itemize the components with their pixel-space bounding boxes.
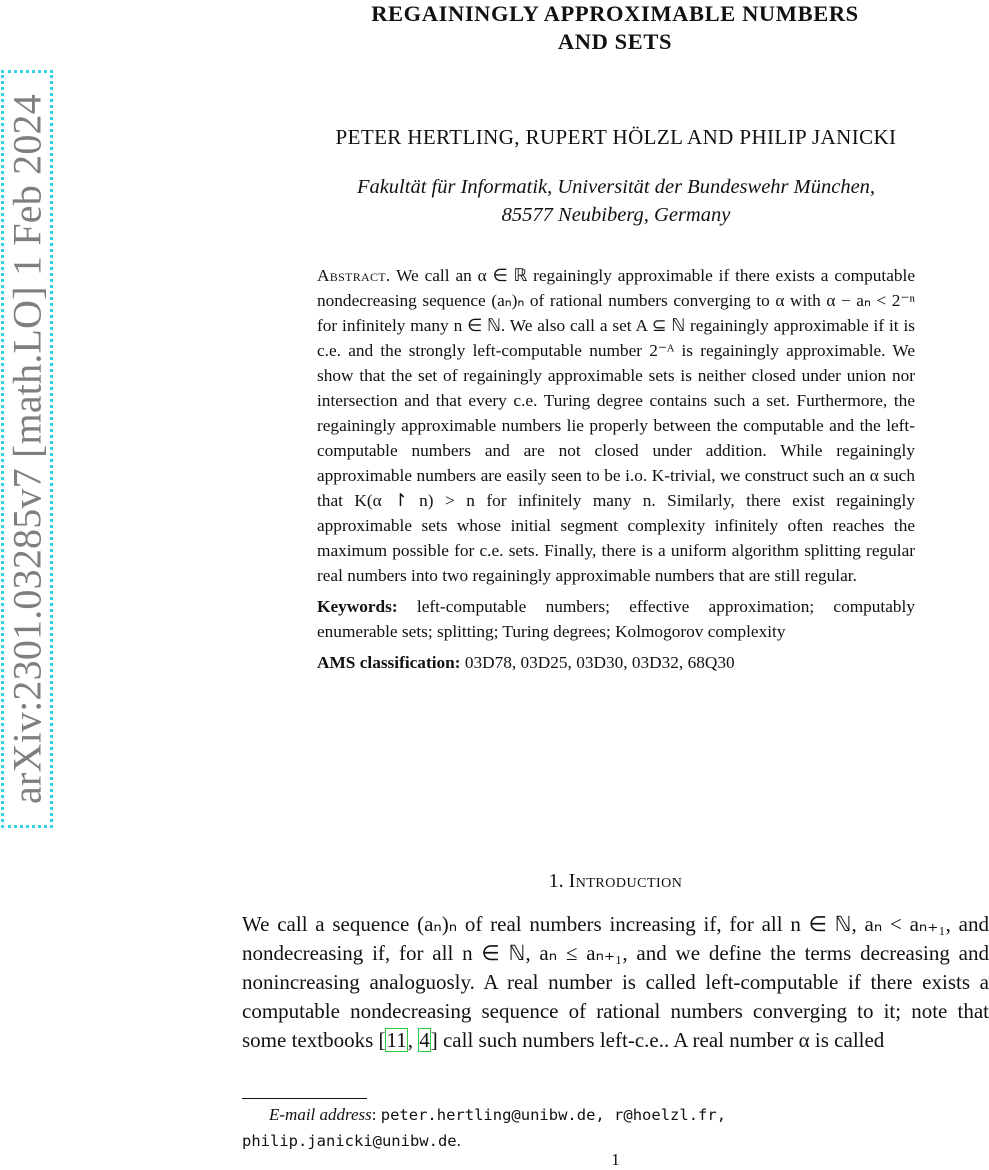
ams-label: AMS classification: bbox=[317, 653, 461, 672]
section-heading bbox=[242, 868, 989, 894]
footnote-rule bbox=[242, 1098, 367, 1099]
email-addresses-2: philip.janicki@unibw.de bbox=[242, 1132, 457, 1150]
email-separator: : bbox=[371, 1105, 381, 1124]
arxiv-identifier: arXiv:2301.03285v7 [math.LO] 1 Feb 2024 bbox=[4, 94, 50, 804]
affiliation bbox=[258, 173, 974, 229]
footnote-line-1 bbox=[242, 1102, 989, 1128]
arxiv-stamp bbox=[1, 70, 53, 828]
abstract-heading: Abstract. bbox=[317, 266, 391, 285]
paper-title bbox=[300, 0, 930, 56]
title-line-1: REGAININGLY APPROXIMABLE NUMBERS bbox=[371, 1, 859, 26]
intro-text-1: We call a sequence (aₙ)ₙ of real numbers increasing if, for all n ∈ ℕ, aₙ < aₙ₊₁, and nondecreasing if, for all n ∈ ℕ, aₙ ≤ aₙ₊₁, and we define the terms decreasing and nonincreasing analoguosly. A real number is called left-computable if there exists a computable nondecreasing sequence of rational numbers converging to it; note that some textbooks [ bbox=[242, 912, 989, 1052]
affiliation-line-1: Fakultät für Informatik, Universität der Bundeswehr München, bbox=[356, 176, 876, 198]
citation-link-4[interactable]: 4 bbox=[419, 1028, 430, 1052]
email-addresses-1: peter.hertling@unibw.de, r@hoelzl.fr, bbox=[380, 1106, 727, 1124]
section-number: 1. bbox=[548, 870, 564, 892]
title-line-2: AND SETS bbox=[557, 29, 673, 54]
authors: PETER HERTLING, RUPERT HÖLZL AND PHILIP JANICKI bbox=[335, 125, 897, 149]
keywords bbox=[317, 594, 915, 644]
intro-paragraph bbox=[242, 910, 989, 1055]
section-title: Introduction bbox=[568, 870, 683, 892]
abstract-text: We call an α ∈ ℝ regainingly approximable if there exists a computable nondecreasing sequence (aₙ)ₙ of rational numbers converging to α with α − aₙ < 2⁻ⁿ for infinitely many n ∈ ℕ. We also call a set A ⊆ ℕ regainingly approximable if it is c.e. and the strongly left-computable number 2⁻ᴬ is regainingly approximable. We show that the set of regainingly approximable sets is neither closed under union nor intersection and that every c.e. Turing degree contains such a set. Furthermore, the regainingly approximable numbers lie properly between the computable and the left-computable numbers and are not closed under addition. While regainingly approximable numbers are easily seen to be i.o. K-trivial, we construct such an α such that K(α ↾ n) > n for infinitely many n. Similarly, there exist regainingly approximable sets whose initial segment complexity infinitely often reaches the maximum possible for c.e. sets. Finally, there is a uniform algorithm splitting regular real numbers into two regainingly approximable numbers that are still regular. bbox=[317, 266, 915, 585]
citation-separator: , bbox=[407, 1028, 419, 1052]
footnote bbox=[242, 1102, 989, 1154]
keywords-label: Keywords: bbox=[317, 597, 398, 616]
keywords-text: left-computable numbers; effective approximation; computably enumerable sets; splitting; Turing degrees; Kolmogorov complexity bbox=[317, 597, 915, 641]
citation-link-11[interactable]: 11 bbox=[386, 1028, 407, 1052]
footnote-end: . bbox=[456, 1131, 461, 1150]
ams-codes: 03D78, 03D25, 03D30, 03D32, 68Q30 bbox=[460, 653, 735, 672]
page-number: 1 bbox=[611, 1150, 620, 1169]
abstract-paragraph bbox=[317, 263, 915, 588]
affiliation-line-2: 85577 Neubiberg, Germany bbox=[501, 204, 731, 226]
ams-classification bbox=[317, 650, 915, 675]
intro-text-2: ] call such numbers left-c.e.. A real number α is called bbox=[430, 1028, 885, 1052]
abstract bbox=[317, 263, 915, 675]
email-label: E-mail address bbox=[269, 1105, 372, 1124]
